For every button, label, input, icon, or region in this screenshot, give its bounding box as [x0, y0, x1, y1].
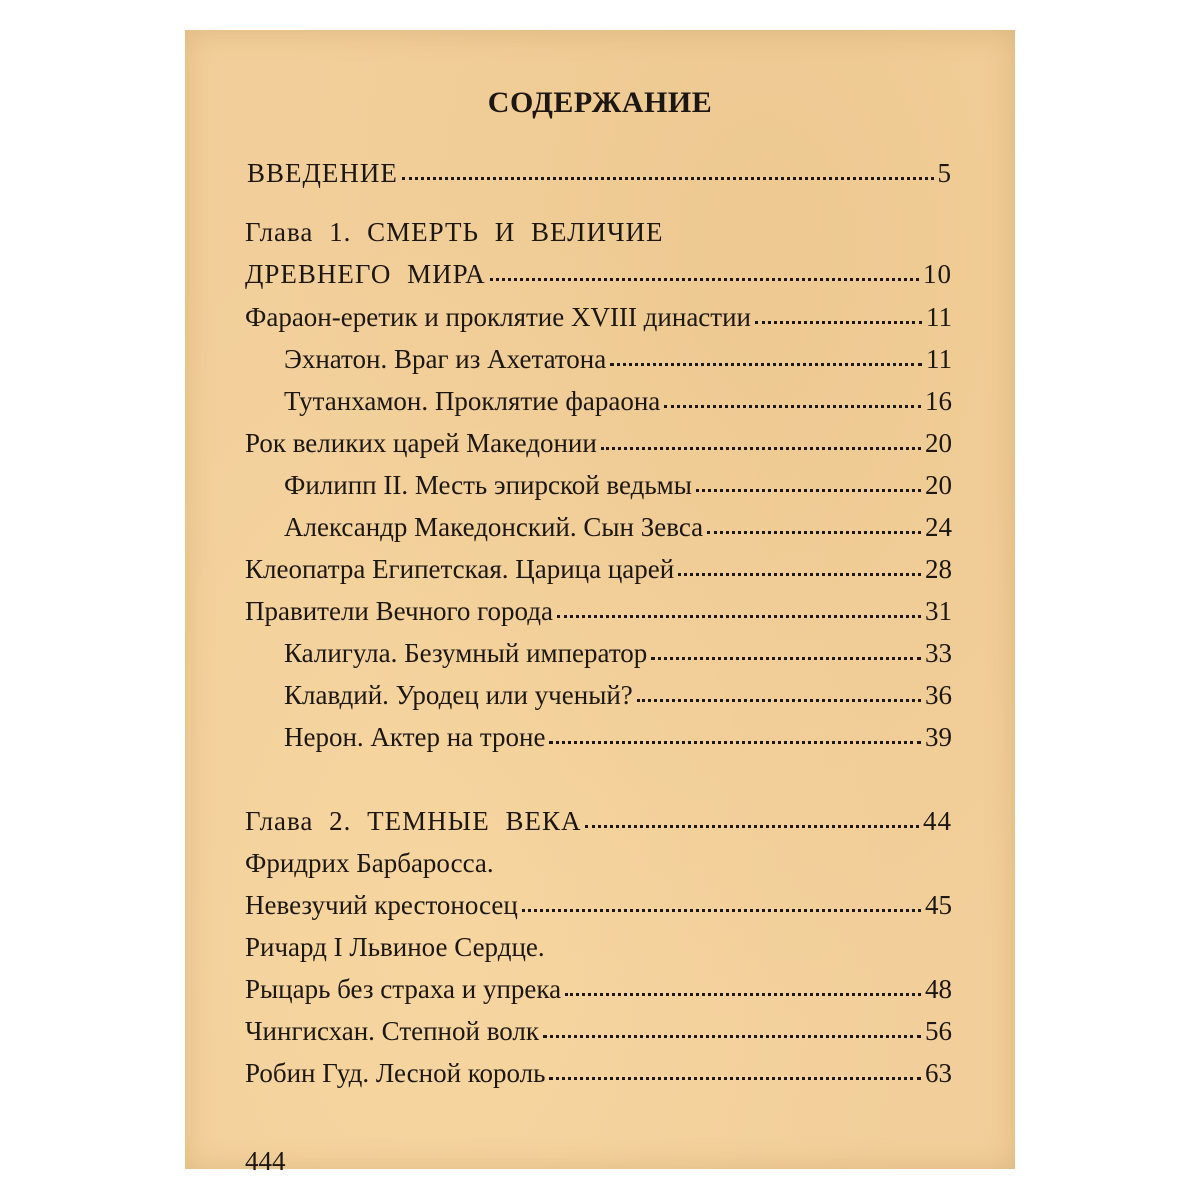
page-number: 444 — [245, 1146, 286, 1176]
toc-entry-page: 31 — [925, 596, 952, 626]
dot-leader — [696, 488, 921, 492]
toc-entry-page: 24 — [925, 512, 952, 542]
toc-entry-page: 63 — [925, 1058, 952, 1088]
toc-entry-label: Ричард I Львиное Сердце. — [245, 932, 545, 962]
toc-entry-label: Робин Гуд. Лесной король — [245, 1058, 546, 1088]
toc-entry-label: Фридрих Барбаросса. — [245, 848, 494, 878]
toc-entry-page: 33 — [925, 638, 952, 668]
toc-entry-label: Рыцарь без страха и упрека — [245, 974, 562, 1004]
book-page — [185, 30, 1015, 1176]
dot-leader — [637, 698, 921, 702]
dot-leader — [678, 572, 921, 576]
toc-entry-label: Чингисхан. Степной волк — [245, 1016, 540, 1046]
toc-entry-chapter-2 — [245, 806, 952, 846]
chapter-heading-line: Глава 1. СМЕРТЬ И ВЕЛИЧИЕ — [245, 217, 664, 247]
toc-entry-page: 11 — [926, 302, 952, 332]
dot-leader — [610, 362, 922, 366]
toc-subentry — [284, 638, 952, 678]
toc-entry-label: ДРЕВНЕГО МИРА — [245, 259, 486, 289]
dot-leader — [651, 656, 921, 660]
toc-entry — [245, 428, 952, 468]
toc-entry-page: 5 — [937, 158, 952, 188]
dot-leader — [664, 404, 921, 408]
toc-entry-label: Рок великих царей Македонии — [245, 428, 597, 458]
dot-leader — [585, 824, 919, 828]
toc-entry-page: 16 — [925, 386, 952, 416]
dot-leader — [601, 446, 921, 450]
toc-entry-page: 20 — [925, 428, 952, 458]
toc-entry-introduction — [247, 158, 952, 198]
toc-entry-page: 20 — [925, 470, 952, 500]
toc-entry — [245, 890, 952, 930]
toc-subentry — [284, 722, 952, 762]
toc-subentry — [284, 512, 952, 552]
dot-leader — [402, 176, 934, 180]
dot-leader — [755, 320, 922, 324]
toc-entry — [245, 974, 952, 1014]
toc-entry-label: Глава 2. ТЕМНЫЕ ВЕКА — [245, 806, 582, 836]
toc-entry-first-line — [245, 932, 545, 972]
toc-entry-page: 39 — [925, 722, 952, 752]
toc-entry-label: Правители Вечного города — [245, 596, 553, 626]
toc-subentry — [284, 470, 952, 510]
toc-entry-label: Клавдий. Уродец или ученый? — [284, 680, 633, 710]
toc-entry-label: Филипп II. Месть эпирской ведьмы — [284, 470, 692, 500]
dot-leader — [522, 908, 921, 912]
toc-entry-page: 44 — [923, 806, 952, 836]
dot-leader — [549, 1076, 921, 1080]
toc-entry-first-line — [245, 848, 494, 888]
dot-leader — [490, 277, 919, 281]
toc-entry-page: 48 — [925, 974, 952, 1004]
dot-leader — [557, 614, 921, 618]
toc-subentry — [284, 344, 952, 384]
toc-entry — [245, 302, 952, 342]
toc-entry-page: 36 — [925, 680, 952, 710]
toc-entry-page: 56 — [925, 1016, 952, 1046]
toc-entry-label: Александр Македонский. Сын Зевса — [284, 512, 704, 542]
toc-entry — [245, 1016, 952, 1056]
toc-entry-label: ВВЕДЕНИЕ — [247, 158, 398, 188]
toc-subentry — [284, 386, 952, 426]
toc-entry-label: Фараон-еретик и проклятие XVIII династии — [245, 302, 751, 332]
toc-entry-label: Невезучий крестоносец — [245, 890, 518, 920]
toc-entry-chapter-1 — [245, 259, 952, 299]
toc-entry-page: 45 — [925, 890, 952, 920]
dot-leader — [707, 530, 921, 534]
toc-entry-label: Калигула. Безумный император — [284, 638, 648, 668]
chapter-1-heading — [245, 217, 664, 257]
toc-entry-label: Тутанхамон. Проклятие фараона — [284, 386, 661, 416]
toc-subentry — [284, 680, 952, 720]
toc-entry — [245, 596, 952, 636]
toc-entry-page: 28 — [925, 554, 952, 584]
toc-title: СОДЕРЖАНИЕ — [487, 86, 713, 119]
toc-entry-label: Нерон. Актер на троне — [284, 722, 546, 752]
dot-leader — [543, 1034, 921, 1038]
dot-leader — [565, 992, 921, 996]
toc-entry-page: 11 — [926, 344, 952, 374]
dot-leader — [549, 740, 921, 744]
toc-entry — [245, 1058, 952, 1098]
toc-entry-label: Эхнатон. Враг из Ахетатона — [284, 344, 607, 374]
toc-entry — [245, 554, 952, 594]
toc-entry-page: 10 — [923, 259, 952, 289]
toc-entry-label: Клеопатра Египетская. Царица царей — [245, 554, 675, 584]
